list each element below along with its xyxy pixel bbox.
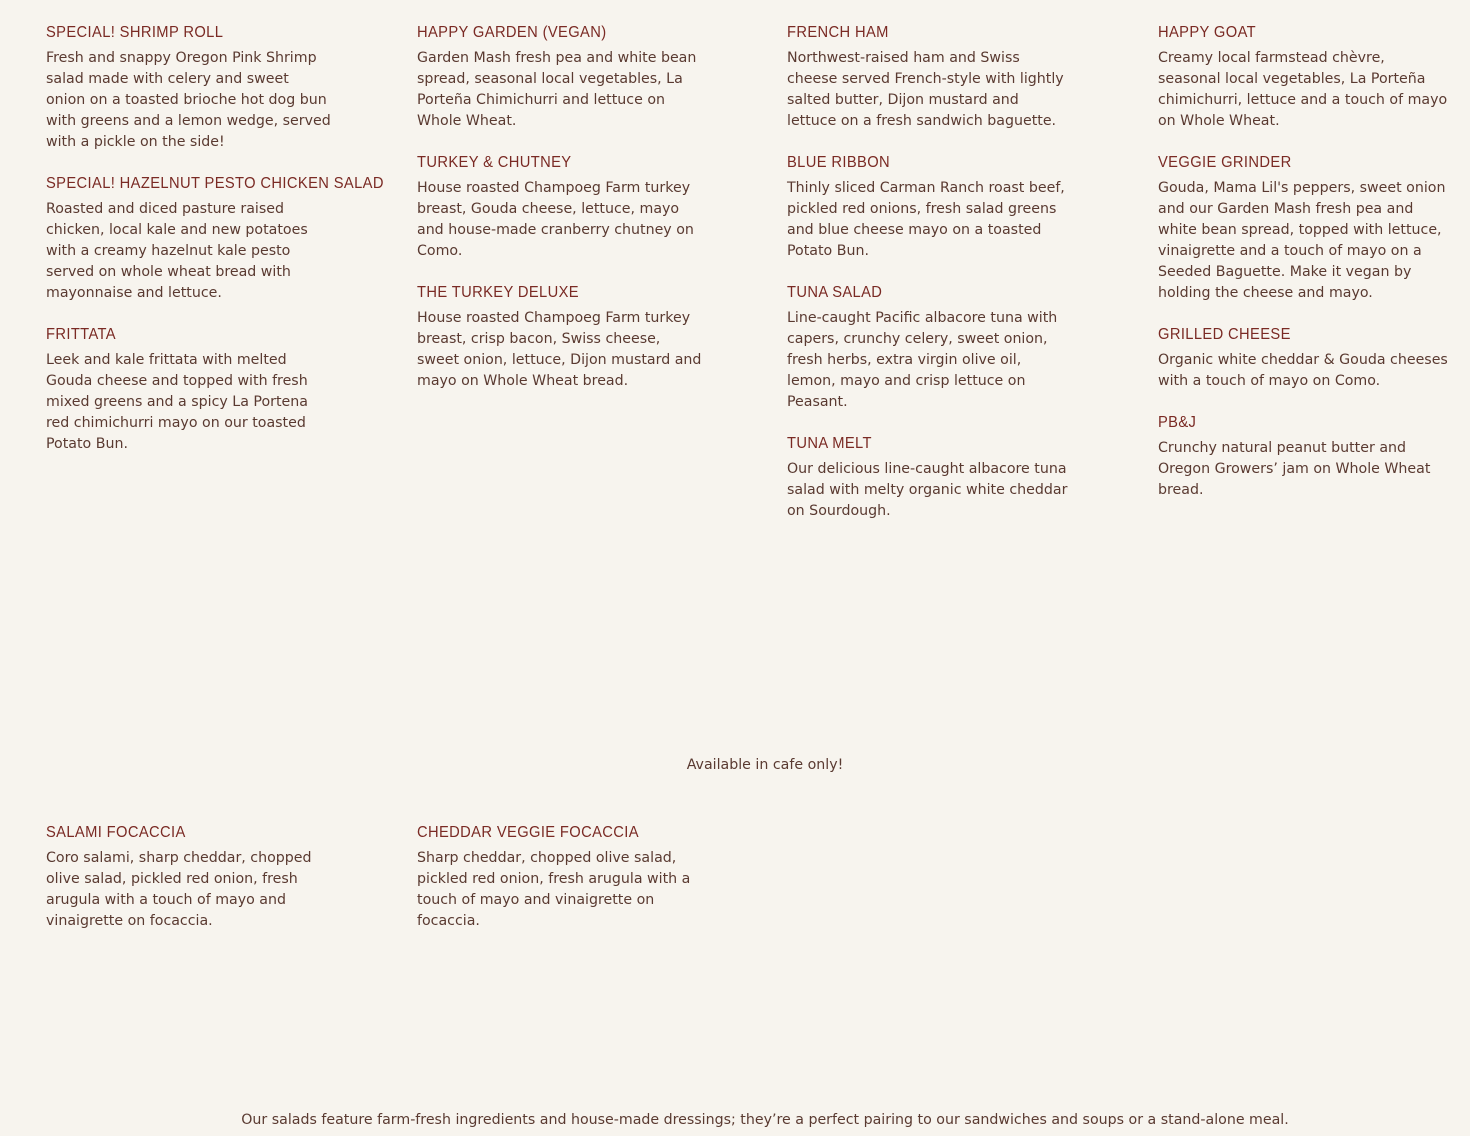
menu-item-description: Leek and kale frittata with melted Gouda cheese and topped with fresh mixed greens and a spicy La Portena red chimichurri mayo on our toasted Potato Bun.: [46, 352, 308, 452]
menu-column-4: [1158, 24, 1453, 523]
focaccia-column-1: [46, 824, 346, 954]
salads-footer-note: Our salads feature farm-fresh ingredients and house-made dressings; they’re a perfect pairing to our sandwiches and soups or a stand-alone meal.: [241, 1112, 1289, 1128]
menu-item-title: TUNA SALAD: [787, 284, 883, 301]
menu-column-1: [46, 24, 384, 477]
menu-item: [417, 284, 707, 392]
menu-item-title: HAPPY GARDEN (VEGAN): [417, 24, 607, 41]
menu-item: [787, 24, 1077, 132]
menu-item-title: TURKEY & CHUTNEY: [417, 154, 572, 171]
menu-item: [417, 824, 717, 932]
menu-item-title: SPECIAL! HAZELNUT PESTO CHICKEN SALAD: [46, 175, 384, 192]
menu-item-description: Roasted and diced pasture raised chicken, local kale and new potatoes with a creamy hazelnut kale pesto served on whole wheat bread with mayonnaise and lettuce.: [46, 201, 308, 301]
menu-item-description: House roasted Champoeg Farm turkey breast, Gouda cheese, lettuce, mayo and house-made cranberry chutney on Como.: [417, 180, 694, 259]
menu-item-description: Our delicious line-caught albacore tuna salad with melty organic white cheddar on Sourdough.: [787, 461, 1068, 519]
menu-item: [787, 154, 1077, 262]
menu-item-title: VEGGIE GRINDER: [1158, 154, 1292, 171]
menu-item-description: Creamy local farmstead chèvre, seasonal local vegetables, La Porteña chimichurri, lettuce and a touch of mayo on Whole Wheat.: [1158, 50, 1448, 129]
menu-item-description: Garden Mash fresh pea and white bean spread, seasonal local vegetables, La Porteña Chimichurri and lettuce on Whole Wheat.: [417, 50, 697, 129]
menu-item-title: TUNA MELT: [787, 435, 872, 452]
menu-item-title: BLUE RIBBON: [787, 154, 891, 171]
menu-item: [787, 284, 1077, 413]
menu-item-description: Thinly sliced Carman Ranch roast beef, pickled red onions, fresh salad greens and blue cheese mayo on a toasted Potato Bun.: [787, 180, 1065, 259]
menu-item-description: Coro salami, sharp cheddar, chopped olive salad, pickled red onion, fresh arugula with a touch of mayo and vinaigrette on focaccia.: [46, 850, 312, 929]
menu-item-title: CHEDDAR VEGGIE FOCACCIA: [417, 824, 639, 841]
menu-item-title: SALAMI FOCACCIA: [46, 824, 186, 841]
menu-item-description: Gouda, Mama Lil's peppers, sweet onion and our Garden Mash fresh pea and white bean spread, topped with lettuce, vinaigrette and a touch of mayo on a Seeded Baguette. Make it vegan by holding the cheese and mayo.: [1158, 180, 1446, 301]
menu-item-title: PB&J: [1158, 414, 1197, 431]
menu-item: [1158, 154, 1453, 304]
menu-item: [1158, 326, 1453, 392]
menu-item: [46, 824, 346, 932]
menu-item-description: Sharp cheddar, chopped olive salad, pickled red onion, fresh arugula with a touch of mayo and vinaigrette on focaccia.: [417, 850, 691, 929]
menu-item-description: House roasted Champoeg Farm turkey breast, crisp bacon, Swiss cheese, sweet onion, lettuce, Dijon mustard and mayo on Whole Wheat bread.: [417, 310, 702, 389]
menu-item: [46, 24, 346, 153]
menu-item: [1158, 414, 1453, 501]
menu-item-description: Fresh and snappy Oregon Pink Shrimp salad made with celery and sweet onion on a toasted brioche hot dog bun with greens and a lemon wedge, served with a pickle on the side!: [46, 50, 331, 150]
cafe-only-note: Available in cafe only!: [686, 757, 844, 773]
menu-item-description: Line-caught Pacific albacore tuna with capers, crunchy celery, sweet onion, fresh herbs, extra virgin olive oil, lemon, mayo and crisp lettuce on Peasant.: [787, 310, 1058, 410]
menu-item-description: Northwest-raised ham and Swiss cheese served French-style with lightly salted butter, Dijon mustard and lettuce on a fresh sandwich baguette.: [787, 50, 1064, 129]
menu-item-description: Organic white cheddar & Gouda cheeses with a touch of mayo on Como.: [1158, 352, 1448, 389]
focaccia-column-2: [417, 824, 717, 954]
menu-item-title: THE TURKEY DELUXE: [417, 284, 579, 301]
menu-item: [417, 154, 707, 262]
menu-item: [787, 435, 1077, 522]
menu-item-title: SPECIAL! SHRIMP ROLL: [46, 24, 224, 41]
menu-item: [46, 175, 384, 304]
menu-column-3: [787, 24, 1077, 544]
menu-item-description: Crunchy natural peanut butter and Oregon Growers’ jam on Whole Wheat bread.: [1158, 440, 1431, 498]
menu-column-2: [417, 24, 707, 414]
menu-item-title: GRILLED CHEESE: [1158, 326, 1291, 343]
menu-item: [417, 24, 707, 132]
menu-item: [1158, 24, 1453, 132]
menu-item-title: HAPPY GOAT: [1158, 24, 1257, 41]
menu-item: [46, 326, 346, 455]
menu-item-title: FRENCH HAM: [787, 24, 889, 41]
menu-item-title: FRITTATA: [46, 326, 116, 343]
